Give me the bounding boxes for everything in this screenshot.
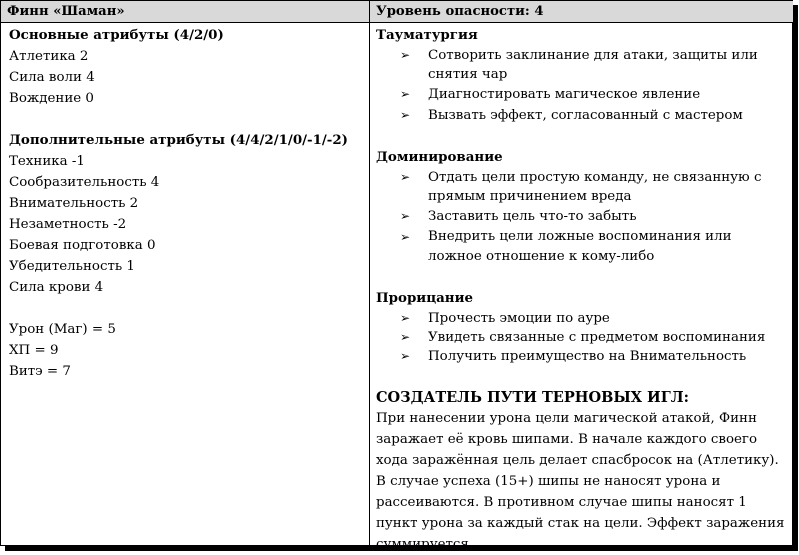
section-title-auspex: Прорицание [376,290,474,306]
list-item: ➢ Сотворить заклинание для атаки, защиты или снятия чар [400,48,758,82]
list-item: ➢ Внедрить цели ложные воспоминания или ложное отношение к кому-либо [400,229,732,264]
attribute-technics: Техника -1 [9,154,85,169]
attribute-awareness: Внимательность 2 [9,196,139,211]
list-item: ➢ Прочесть эмоции по ауре [400,311,610,326]
list-item: ➢ Отдать цели простую команду, не связанную с прямым причинением вреда [400,170,762,204]
arrow-bullet-icon: ➢ [400,230,411,244]
stat-vitae: Витэ = 7 [9,364,71,379]
list-item: ➢ Вызвать эффект, согласованный с мастером [376,105,788,126]
arrow-bullet-icon: ➢ [400,48,411,62]
column-divider [369,1,370,545]
section-title-domination: Доминирование [376,149,503,165]
character-name-header: Финн «Шаман» [1,1,370,23]
stat-damage: Урон (Маг) = 5 [9,322,116,337]
attribute-combat: Боевая подготовка 0 [9,238,156,253]
section-title-thaumaturgy: Тауматургия [376,27,478,43]
list-item: ➢ Получить преимущество на Внимательность [400,349,747,364]
arrow-bullet-icon: ➢ [400,108,411,122]
attribute-stealth: Незаметность -2 [9,217,127,232]
danger-level-header: Уровень опасности: 4 [370,1,793,23]
attribute-blood-power: Сила крови 4 [9,280,104,295]
attribute-willpower: Сила воли 4 [9,70,95,85]
list-item: ➢ Увидеть связанные с предметом воспоминания [400,330,766,345]
attribute-driving: Вождение 0 [9,91,94,106]
arrow-bullet-icon: ➢ [400,349,411,363]
attribute-persuasion: Убедительность 1 [9,259,135,274]
arrow-bullet-icon: ➢ [400,170,411,184]
extra-attributes-title: Дополнительные атрибуты (4/4/2/1/0/-1/-2) [9,132,349,148]
attributes-column [9,25,365,382]
attribute-wits: Сообразительность 4 [9,175,160,190]
arrow-bullet-icon: ➢ [400,330,411,344]
arrow-bullet-icon: ➢ [400,311,411,325]
arrow-bullet-icon: ➢ [400,209,411,223]
stat-hp: ХП = 9 [9,343,59,358]
list-item: ➢ Заставить цель что-то забыть [376,206,788,227]
attribute-athletics: Атлетика 2 [9,49,89,64]
ability-title: СОЗДАТЕЛЬ ПУТИ ТЕРНОВЫХ ИГЛ: [376,389,689,406]
ability-description: При нанесении урона цели магической атакой, Финн заражает её кровь шипами. В начале каждого своего хода заражённая цель делает спасбросок на (Атлетику). В случае успеха (15+) шипы не наносят урона и рассеиваются. В противном случае шипы наносят 1 пункт урона за каждый стак на цели. Эффект заражения суммируется. [376,411,785,552]
main-attributes-title: Основные атрибуты (4/2/0) [9,27,224,43]
list-item: ➢ Диагностировать магическое явление [376,84,788,105]
arrow-bullet-icon: ➢ [400,87,411,101]
disciplines-column [376,25,788,555]
